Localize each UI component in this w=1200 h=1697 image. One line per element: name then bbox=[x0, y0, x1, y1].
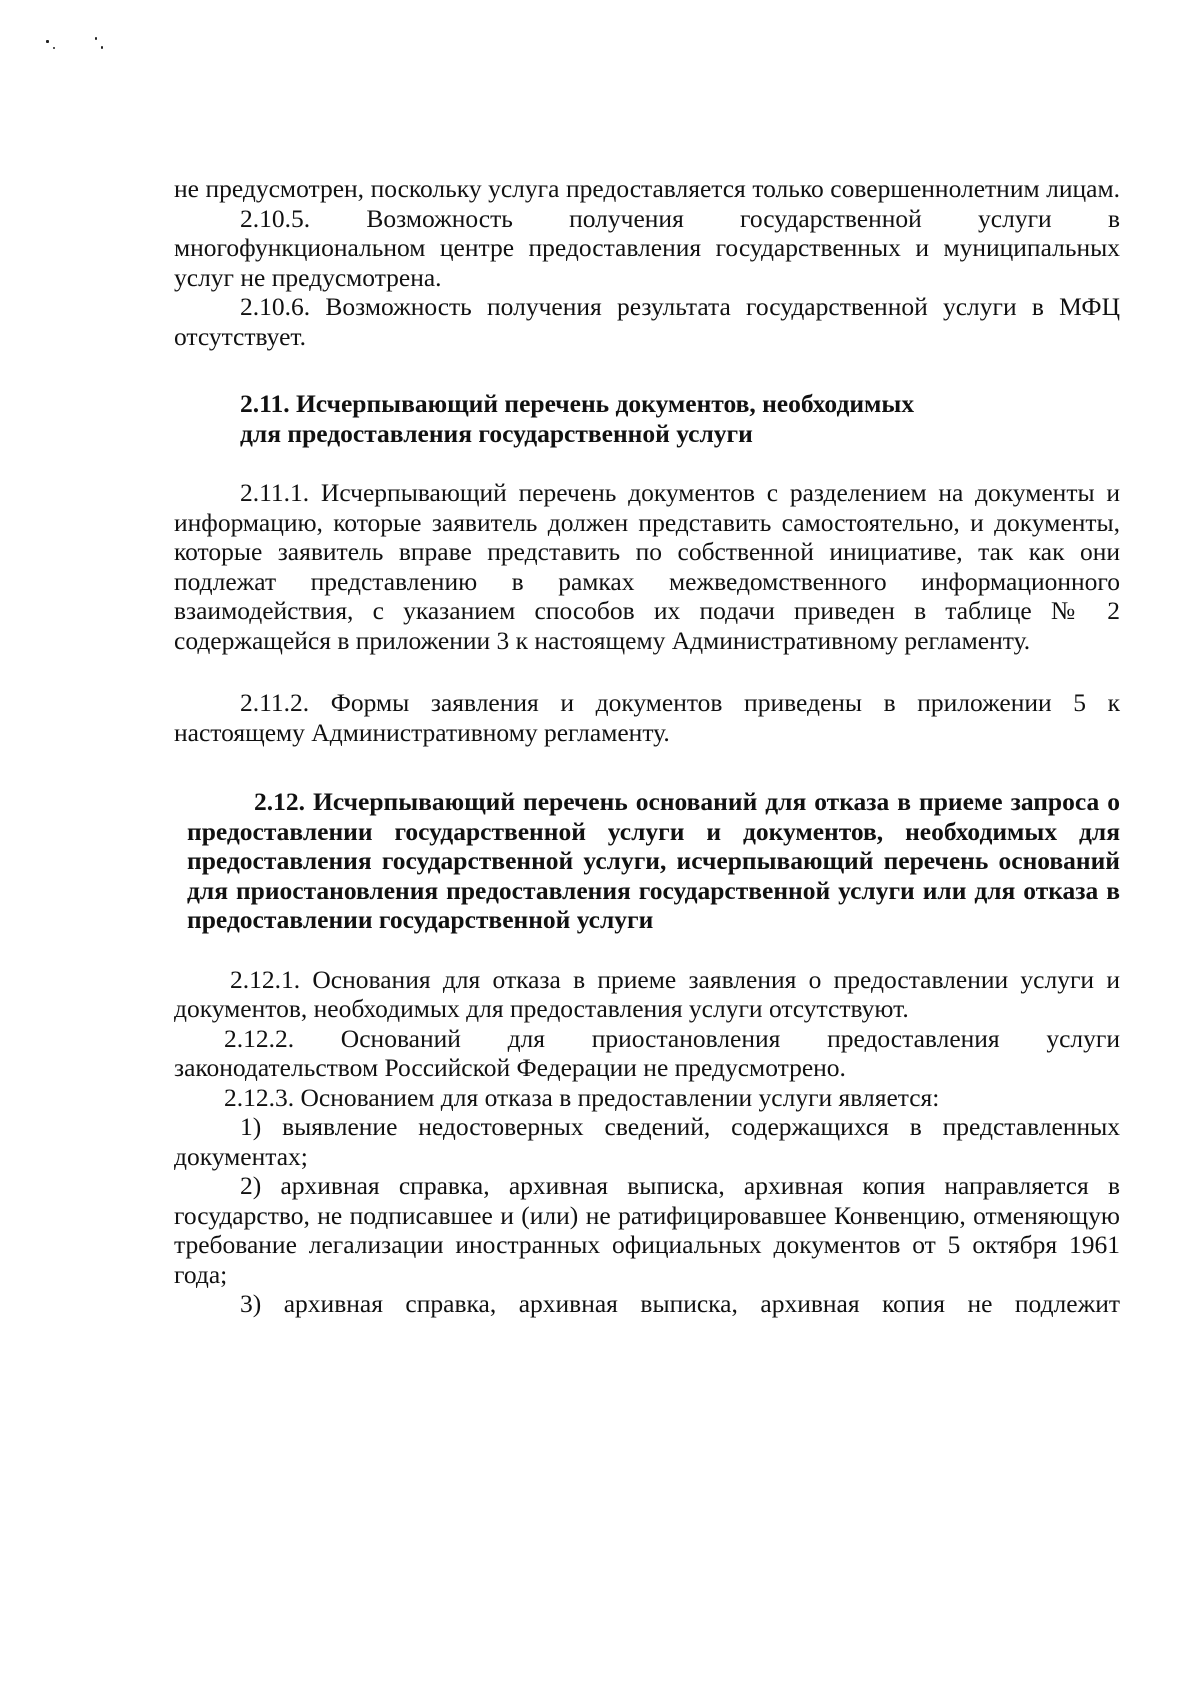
paragraph-2-12-2: 2.12.2. Оснований для приостановления предоставления услуги законодательством Российской Федерации не предусмотрено. bbox=[174, 1023, 1120, 1082]
paragraph-2-12-3: 2.12.3. Основанием для отказа в предоставлении услуги является: bbox=[224, 1082, 940, 1112]
paragraph-continuation: не предусмотрен, поскольку услуга предоставляется только совершеннолетним лицам. bbox=[174, 174, 1120, 203]
scan-speck bbox=[53, 47, 55, 49]
section-heading-2-11 bbox=[174, 389, 1120, 448]
list-item-2: 2) архивная справка, архивная выписка, архивная копия направляется в государство, не подписавшее и (или) не ратифицировавшее Конвенцию, отменяющую требование легализации иностранных официальных документов от 5 октября 1961 года; bbox=[174, 1171, 1120, 1289]
list-item-3: 3) архивная справка, архивная выписка, архивная копия не подлежит bbox=[240, 1289, 1120, 1318]
scan-speck bbox=[95, 37, 97, 40]
paragraph-2-10-6: 2.10.6. Возможность получения результата государственной услуги в МФЦ отсутствует. bbox=[174, 292, 1120, 351]
paragraph-2-10-5: 2.10.5. Возможность получения государственной услуги в многофункциональном центре предоставления государственных и муниципальных услуг не предусмотрена. bbox=[174, 203, 1120, 292]
scan-speck bbox=[101, 46, 103, 49]
section-heading-2-11-line2: для предоставления государственной услуги bbox=[240, 418, 753, 448]
document-body bbox=[174, 174, 1120, 1319]
paragraph-2-11-2: 2.11.2. Формы заявления и документов приведены в приложении 5 к настоящему Административному регламенту. bbox=[174, 688, 1120, 747]
paragraph-2-12-1: 2.12.1. Основания для отказа в приеме заявления о предоставлении услуги и документов, необходимых для предоставления услуги отсутствуют. bbox=[174, 964, 1120, 1023]
section-heading-2-12: 2.12. Исчерпывающий перечень оснований для отказа в приеме запроса о предоставлении государственной услуги и документов, необходимых для предоставления государственной услуги, исчерпывающий перечень оснований для приостановления предоставления государственной услуги или для отказа в предоставлении государственной услуги bbox=[187, 787, 1120, 934]
scan-speck bbox=[46, 40, 49, 43]
list-item-1: 1) выявление недостоверных сведений, содержащихся в представленных документах; bbox=[174, 1112, 1120, 1171]
section-heading-2-11-line1: 2.11. Исчерпывающий перечень документов, необходимых bbox=[240, 389, 915, 418]
paragraph-2-11-1: 2.11.1. Исчерпывающий перечень документов с разделением на документы и информацию, которые заявитель должен представить самостоятельно, и документы, которые заявитель вправе представить по собственной инициативе, так как они подлежат представлению в рамках межведомственного информационного взаимодействия, с указанием способов их подачи приведен в таблице № 2 содержащейся в приложении 3 к настоящему Административному регламенту. bbox=[174, 478, 1120, 655]
